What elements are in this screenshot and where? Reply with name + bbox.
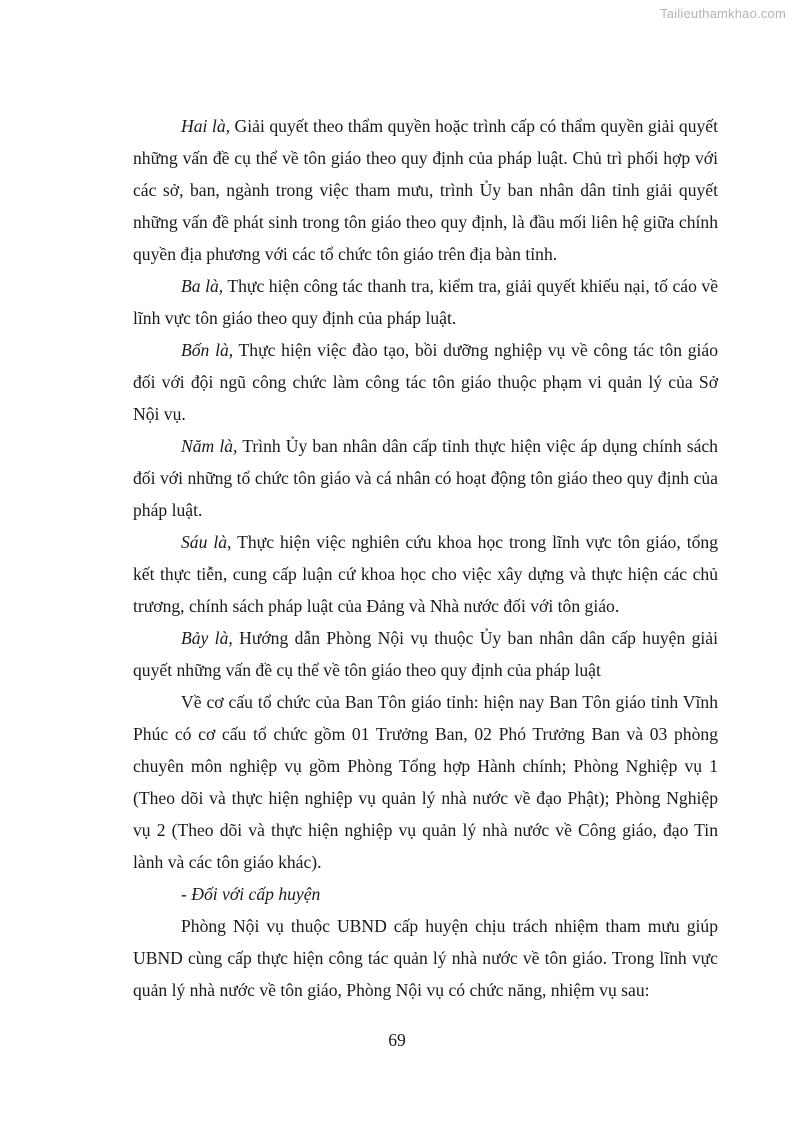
paragraph-lead: Bảy là, [181,628,233,648]
paragraph-text: Thực hiện việc nghiên cứu khoa học trong lĩnh vực tôn giáo, tổng kết thực tiễn, cung cấp luận cứ khoa học cho việc xây dựng và thực hiện các chủ trương, chính sách pháp luật của Đảng và Nhà nước đối với tôn giáo. [133,532,718,616]
paragraph-lead: Bốn là, [181,340,234,360]
paragraph-sau-la [133,526,718,622]
paragraph-co-cau-to-chuc [133,686,718,878]
paragraph-lead: Năm là, [181,436,238,456]
paragraph-lead: Hai là, [181,116,231,136]
section-heading: - Đối với cấp huyện [181,884,321,904]
paragraph-text: Thực hiện công tác thanh tra, kiểm tra, giải quyết khiếu nại, tố cáo về lĩnh vực tôn giáo theo quy định của pháp luật. [133,276,719,328]
page-body [133,110,718,1006]
paragraph-nam-la [133,430,718,526]
watermark: Tailieuthamkhao.com [660,6,786,21]
paragraph-hai-la [133,110,718,270]
paragraph-text: Thực hiện việc đào tạo, bồi dưỡng nghiệp vụ về công tác tôn giáo đối với đội ngũ công chức làm công tác tôn giáo thuộc phạm vi quản lý của Sở Nội vụ. [133,340,719,424]
paragraph-bon-la [133,334,718,430]
paragraph-text: Giải quyết theo thẩm quyền hoặc trình cấp có thẩm quyền giải quyết những vấn đề cụ thể về tôn giáo theo quy định của pháp luật. Chủ trì phối hợp với các sở, ban, ngành trong việc tham mưu, trình Ủy ban nhân dân tỉnh giải quyết những vấn đề phát sinh trong tôn giáo theo quy định, là đầu mối liên hệ giữa chính quyền địa phương với các tổ chức tôn giáo trên địa bàn tỉnh. [133,116,718,264]
paragraph-text: Trình Ủy ban nhân dân cấp tỉnh thực hiện việc áp dụng chính sách đối với những tổ chức tôn giáo và cá nhân có hoạt động tôn giáo theo quy định của pháp luật. [133,436,718,520]
paragraph-lead: Sáu là, [181,532,232,552]
paragraph-text: Về cơ cấu tổ chức của Ban Tôn giáo tỉnh: hiện nay Ban Tôn giáo tỉnh Vĩnh Phúc có cơ cấu tổ chức gồm 01 Trưởng Ban, 02 Phó Trưởng Ban và 03 phòng chuyên môn nghiệp vụ gồm Phòng Tổng hợp Hành chính; Phòng Nghiệp vụ 1 (Theo dõi và thực hiện nghiệp vụ quản lý nhà nước về đạo Phật); Phòng Nghiệp vụ 2 (Theo dõi và thực hiện nghiệp vụ quản lý nhà nước về Công giáo, đạo Tin lành và các tôn giáo khác). [133,692,718,872]
paragraph-lead: Ba là, [181,276,224,296]
paragraph-ba-la [133,270,718,334]
page-number: 69 [388,1030,406,1050]
paragraph-text: Hướng dẫn Phòng Nội vụ thuộc Ủy ban nhân dân cấp huyện giải quyết những vấn đề cụ thể về tôn giáo theo quy định của pháp luật [133,628,718,680]
paragraph-phong-noi-vu: Phòng Nội vụ thuộc UBND cấp huyện chịu trách nhiệm tham mưu giúp UBND cùng cấp thực hiện công tác quản lý nhà nước về tôn giáo. Trong lĩnh vực quản lý nhà nước về tôn giáo, Phòng Nội vụ có chức năng, nhiệm vụ sau: [133,916,718,1000]
paragraph-bay-la [133,622,718,686]
